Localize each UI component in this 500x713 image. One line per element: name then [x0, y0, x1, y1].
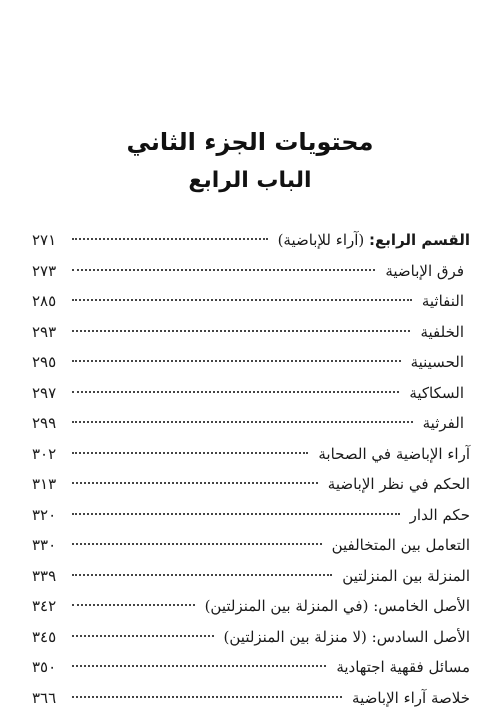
section-subtitle: (آراء للإباضية) — [278, 231, 365, 249]
toc-row — [32, 622, 470, 653]
dot-leader — [72, 452, 308, 454]
dot-leader — [72, 543, 322, 545]
page-number: ٢٧١ — [32, 225, 66, 256]
toc-row — [32, 286, 470, 317]
toc-row — [32, 683, 470, 713]
toc-entry-label: السكاكية — [405, 378, 470, 409]
toc-entry-label: الأصل الخامس: (في المنزلة بين المنزلتين) — [201, 591, 470, 622]
chapter-title: الباب الرابع — [0, 168, 500, 193]
toc-row — [32, 591, 470, 622]
page-number: ٣٣٠ — [32, 530, 66, 561]
page-number: ٣٤٢ — [32, 591, 66, 622]
toc-entry-label: المنزلة بين المنزلتين — [338, 561, 470, 592]
page-number: ٣٣٩ — [32, 561, 66, 592]
toc-entry-label: التعامل بين المتخالفين — [328, 530, 470, 561]
dot-leader — [72, 574, 332, 576]
dot-leader — [72, 238, 268, 240]
toc-row — [32, 317, 470, 348]
dot-leader — [72, 391, 399, 393]
toc-entry-label: آراء الإباضية في الصحابة — [314, 439, 470, 470]
toc-row — [32, 439, 470, 470]
page-number: ٢٩٧ — [32, 378, 66, 409]
page-number: ٣٢٠ — [32, 500, 66, 531]
toc-entry-label: خلاصة آراء الإباضية — [348, 683, 470, 713]
dot-leader — [72, 360, 401, 362]
toc-entry-label: الحسينية — [407, 347, 470, 378]
page-number: ٣٥٠ — [32, 652, 66, 683]
dot-leader — [72, 421, 413, 423]
dot-leader — [72, 330, 410, 332]
page-number: ٣١٣ — [32, 469, 66, 500]
toc-entry-label: النفاثية — [418, 286, 470, 317]
toc-row — [32, 561, 470, 592]
toc-row — [32, 256, 470, 287]
dot-leader — [72, 482, 318, 484]
dot-leader — [72, 696, 342, 698]
page-number: ٢٩٩ — [32, 408, 66, 439]
toc-row — [32, 378, 470, 409]
page-number: ٣٦٦ — [32, 683, 66, 713]
table-of-contents — [32, 225, 470, 713]
toc-entry-label: فرق الإباضية — [381, 256, 470, 287]
toc-entry-label: الخلفية — [416, 317, 470, 348]
dot-leader — [72, 635, 214, 637]
toc-section-label — [274, 225, 470, 256]
page-number: ٢٩٥ — [32, 347, 66, 378]
page-number: ٢٨٥ — [32, 286, 66, 317]
dot-leader — [72, 665, 326, 667]
toc-entry-label: الحكم في نظر الإباضية — [324, 469, 470, 500]
toc-row — [32, 530, 470, 561]
toc-section-row — [32, 225, 470, 256]
page-number: ٢٧٣ — [32, 256, 66, 287]
toc-entry-label: حكم الدار — [406, 500, 470, 531]
page-number: ٣٤٥ — [32, 622, 66, 653]
dot-leader — [72, 604, 195, 606]
dot-leader — [72, 299, 412, 301]
dot-leader — [72, 513, 400, 515]
toc-entry-label: الأصل السادس: (لا منزلة بين المنزلتين) — [220, 622, 470, 653]
page-number: ٣٠٢ — [32, 439, 66, 470]
dot-leader — [72, 269, 375, 271]
toc-row — [32, 652, 470, 683]
toc-entry-label: مسائل فقهية اجتهادية — [332, 652, 470, 683]
toc-entry-label: الفرثية — [419, 408, 470, 439]
page-number: ٢٩٣ — [32, 317, 66, 348]
toc-row — [32, 408, 470, 439]
toc-row — [32, 469, 470, 500]
section-heading: القسم الرابع: — [369, 231, 470, 249]
toc-row — [32, 347, 470, 378]
toc-row — [32, 500, 470, 531]
contents-title: محتويات الجزء الثاني — [0, 128, 500, 156]
